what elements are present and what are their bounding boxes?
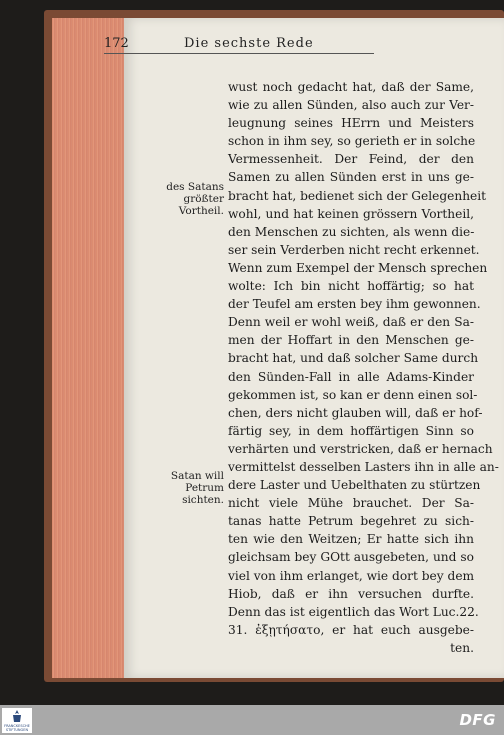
running-title: Die sechste Rede	[184, 36, 314, 51]
footer-bar	[0, 705, 504, 735]
marginal-line: des Satans	[166, 181, 224, 193]
text-line: vermittelst desselben Lasters ihn in alle an-	[228, 459, 499, 474]
text-line: den Menschen zu sichten, als wenn die-	[228, 224, 475, 239]
text-line: men der Hoffart in den Menschen ge-	[228, 333, 474, 348]
text-line: leugnung seines HErrn und Meisters	[228, 116, 474, 131]
marginal-note	[132, 181, 224, 217]
logo-text: FRANCKESCHE STIFTUNGEN	[4, 724, 30, 732]
page-edges	[52, 18, 125, 678]
text-line: nicht viele Mühe brauchet. Der Sa-	[228, 496, 474, 511]
text-line: viel von ihm erlanget, wie dort bey dem	[228, 568, 475, 583]
marginal-line: Vortheil.	[178, 205, 224, 217]
text-line: verhärten und verstricken, daß er hernach	[228, 441, 493, 456]
marginal-line: größter	[183, 193, 224, 205]
text-line: dere Laster und Uebelthaten zu stürtzen	[228, 478, 481, 493]
text-line: färtig sey, in dem hoffärtigen Sinn so	[228, 423, 474, 438]
marginal-line: Satan will	[170, 470, 224, 482]
text-line: den Sünden-Fall in alle Adams-Kinder	[228, 369, 474, 384]
running-head	[104, 36, 374, 54]
marginal-line: Petrum	[185, 482, 224, 494]
logo-emblem-icon	[10, 710, 24, 723]
body-text	[228, 78, 499, 657]
text-line: bracht hat, und daß solcher Same durch	[228, 351, 479, 366]
dfg-label[interactable]: DFG	[459, 711, 496, 729]
text-line: schon in ihm sey, so gerieth er in solche	[228, 134, 476, 149]
page-number: 172	[104, 36, 129, 51]
marginal-note	[132, 470, 224, 506]
text-line: chen, ders nicht glauben will, daß er hof-	[228, 405, 483, 420]
text-line: 31. ἐξῃτήσατο, er hat euch ausgebe-	[228, 622, 474, 637]
text-line: Vermessenheit. Der Feind, der den	[228, 152, 474, 167]
text-line: wohl, und hat keinen grössern Vortheil,	[228, 206, 474, 221]
text-line: Samen zu allen Sünden erst in uns ge-	[228, 170, 474, 185]
text-line: Denn weil er wohl weiß, daß er den Sa-	[228, 315, 474, 330]
text-line: wolte: Ich bin nicht hoffärtig; so hat	[228, 279, 474, 294]
text-line: wust noch gedacht hat, daß der Same,	[228, 80, 474, 94]
institution-logo[interactable]	[2, 708, 32, 733]
text-line: gekommen ist, so kan er denn einen sol-	[228, 387, 478, 402]
marginal-line: sichten.	[182, 494, 224, 506]
text-line: ten wie den Weitzen; Er hatte sich ihn	[228, 532, 474, 547]
text-line: Denn das ist eigentlich das Wort Luc.22.	[228, 604, 479, 619]
text-line: ser sein Verderben nicht recht erkennet.	[228, 242, 480, 257]
text-line: wie zu allen Sünden, also auch zur Ver-	[228, 98, 474, 113]
text-line: der Teufel am ersten bey ihm gewonnen.	[228, 297, 481, 312]
text-line: Wenn zum Exempel der Mensch sprechen	[228, 260, 488, 275]
text-line: tanas hatte Petrum begehret zu sich-	[228, 514, 474, 529]
text-line: gleichsam bey GOtt ausgebeten, und so	[228, 550, 474, 565]
text-line: Hiob, daß er ihn versuchen durfte.	[228, 586, 474, 601]
text-line: ten.	[450, 640, 474, 655]
text-line: bracht hat, bedienet sich der Gelegenheit	[228, 188, 487, 203]
